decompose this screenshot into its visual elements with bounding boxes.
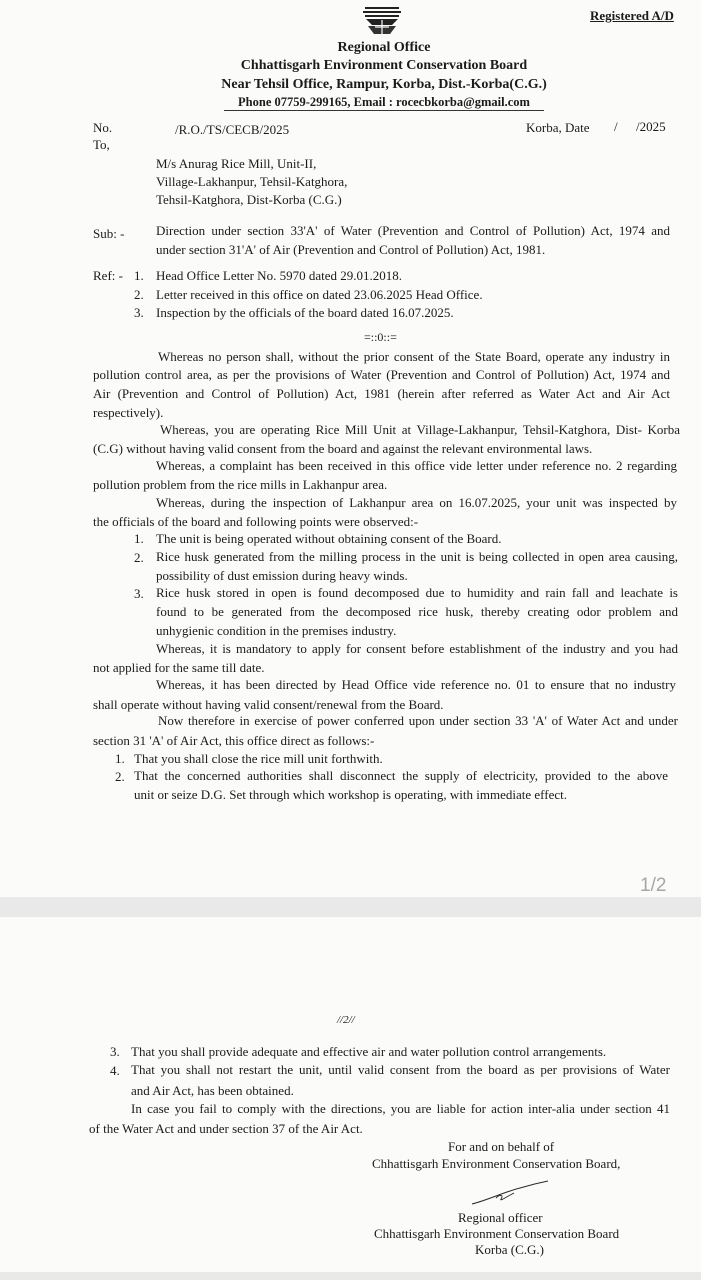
reference-number: 1. [134,268,144,283]
reference-text: Letter received in this office on dated 23.06.2025 Head Office. [156,287,483,302]
direction-text: and Air Act, has been obtained. [131,1083,294,1098]
paragraph-line: Whereas, you are operating Rice Mill Unit at Village-Lakhanpur, Tehsil-Katghora, Dist- Korba [160,422,680,437]
paragraph-line: Now therefore in exercise of power conferred upon under section 33 'A' of Water Act and under [158,713,678,728]
direction-number: 3. [110,1044,120,1059]
subject-line: Direction under section 33'A' of Water (Prevention and Control of Pollution) Act, 1974 and [156,223,670,238]
paragraph-line: Whereas, during the inspection of Lakhanpur area on 16.07.2025, your unit was inspected by [156,495,677,510]
signatory-board: Chhattisgarh Environment Conservation Board [374,1226,620,1241]
paragraph-line: Whereas no person shall, without the prior consent of the State Board, operate any industry in [158,349,670,364]
office-title: Regional Office [337,40,431,55]
observation-text: unhygienic condition in the premises industry. [156,623,397,638]
observation-text: found to be generated from the decomposed rice husk, thereby creating odor problem and [156,604,678,619]
addressee-line: Tehsil-Katghora, Dist-Korba (C.G.) [156,192,342,207]
observation-number: 2. [134,550,144,565]
registered-label: Registered A/D [590,8,674,23]
direction-text: That you shall close the rice mill unit forthwith. [134,751,383,766]
to-label: To, [93,137,110,152]
closing-line: of the Water Act and under section 37 of the Air Act. [89,1121,363,1136]
direction-text: That you shall provide adequate and effective air and water pollution control arrangements. [131,1044,607,1059]
paragraph-line: pollution problem from the rice mills in Lakhanpur area. [93,477,388,492]
paragraph-line: Whereas, it has been directed by Head Office vide reference no. 01 to ensure that no industry [156,677,676,692]
cecb-emblem-icon [360,2,404,38]
paragraph-line: Whereas, a complaint has been received in this office vide letter under reference no. 2 regarding [156,458,677,473]
reference-text: Inspection by the officials of the board dated 16.07.2025. [156,305,454,320]
signatory-title: Regional officer [458,1210,543,1225]
paragraph-line: respectively). [93,405,164,420]
board-name: Chhattisgarh Environment Conservation Board [240,58,528,73]
date-year: /2025 [636,119,666,134]
behalf-line: Chhattisgarh Environment Conservation Board, [372,1156,621,1171]
page-indicator: 1/2 [640,875,667,896]
observation-number: 3. [134,586,144,601]
direction-number: 2. [115,769,125,784]
page-marker: //2// [337,1014,355,1026]
paragraph-line: Whereas, it is mandatory to apply for consent before establishment of the industry and you had [156,641,678,656]
office-contact: Phone 07759-299165, Email : rocecbkorba@gmail.com [238,95,530,109]
reference-label: Ref: - [93,268,123,283]
letter-number: /R.O./TS/CECB/2025 [175,122,290,137]
paragraph-line: not applied for the same till date. [93,660,265,675]
observation-text: The unit is being operated without obtaining consent of the Board. [156,531,502,546]
direction-number: 1. [115,751,125,766]
subject-line: under section 31'A' of Air (Prevention and Control of Pollution) Act, 1981. [156,242,546,257]
handwritten-signature [470,1180,550,1208]
observation-text: Rice husk generated from the milling process in the unit is being collected in open area causing, [156,549,678,564]
closing-line: In case you fail to comply with the directions, you are liable for action inter-alia under section 41 [131,1101,670,1116]
paragraph-line: Air (Prevention and Control of Pollution) Act, 1981 (herein after referred as Water Act and Air Act [93,386,670,401]
date-label: Korba, Date [526,120,590,135]
paragraph-line: shall operate without having valid consent/renewal from the Board. [93,697,444,712]
header-rule [224,110,544,111]
section-separator: =::0::= [364,330,397,344]
reference-number: 2. [134,287,144,302]
subject-label: Sub: - [93,226,125,241]
paragraph-line: pollution control area, as per the provisions of Water (Prevention and Control of Pollution) Act, 1974 and [93,367,670,382]
observation-number: 1. [134,531,144,546]
direction-text: unit or seize D.G. Set through which workshop is operating, with immediate effect. [134,787,567,802]
behalf-line: For and on behalf of [448,1139,555,1154]
signatory-location: Korba (C.G.) [475,1242,544,1257]
addressee-line: M/s Anurag Rice Mill, Unit-II, [156,156,317,171]
observation-text: Rice husk stored in open is found decomposed due to humidity and rain fall and leachate is [156,585,678,600]
letter-page-2 [0,917,701,1272]
observation-text: possibility of dust emission during heavy winds. [156,568,408,583]
paragraph-line: the officials of the board and following points were observed:- [93,514,419,529]
direction-number: 4. [110,1063,120,1078]
paragraph-line: (C.G) without having valid consent from the board and against the relevant environmental laws. [93,441,593,456]
direction-text: That you shall not restart the unit, until valid consent from the board as per provisions of Water [131,1062,670,1077]
no-label: No. [93,120,113,135]
paragraph-line: section 31 'A' of Air Act, this office direct as follows:- [93,733,375,748]
reference-number: 3. [134,305,144,320]
date-slash: / [614,119,618,134]
direction-text: That the concerned authorities shall disconnect the supply of electricity, provided to the above [134,768,668,783]
reference-text: Head Office Letter No. 5970 dated 29.01.2018. [156,268,402,283]
office-address: Near Tehsil Office, Rampur, Korba, Dist.-Korba(C.G.) [221,77,547,92]
addressee-line: Village-Lakhanpur, Tehsil-Katghora, [156,174,348,189]
